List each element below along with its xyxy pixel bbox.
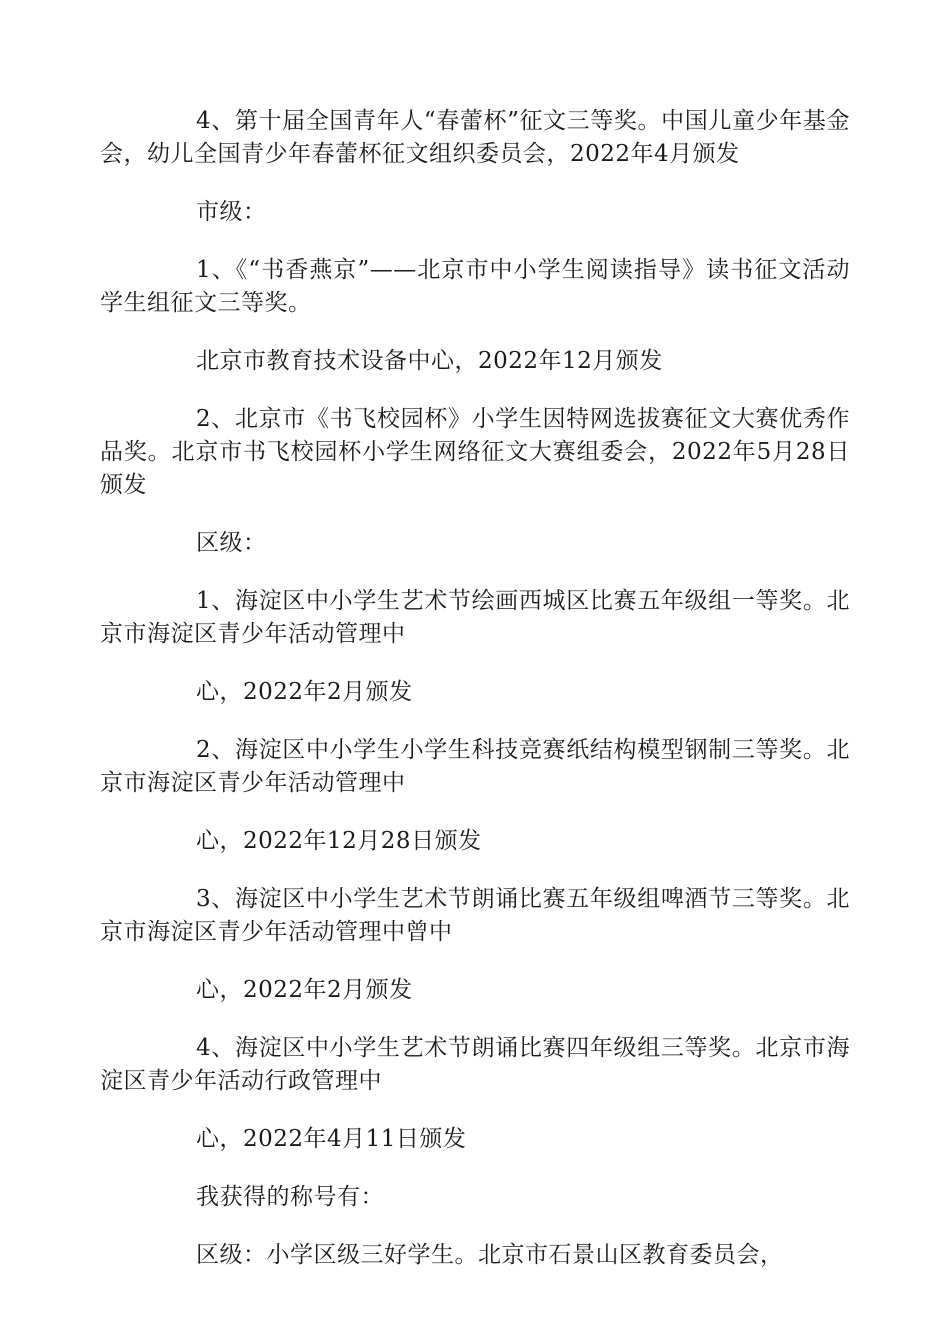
paragraph-district-award-4: 4、海淀区中小学生艺术节朗诵比赛四年级组三等奖。北京市海淀区青少年活动行政管理中 — [100, 1035, 850, 1094]
paragraph-city-award-2: 2、北京市《书飞校园杯》小学生因特网选拔赛征文大赛优秀作品奖。北京市书飞校园杯小学生网络征文大赛组委会，2022年5月28日颁发 — [100, 406, 850, 498]
paragraph-district-award-3-date: 心，2022年2月颁发 — [196, 977, 413, 1003]
document-body — [100, 105, 850, 1297]
paragraph-city-award-1-issuer: 北京市教育技术设备中心，2022年12月颁发 — [196, 348, 663, 374]
paragraph-district-title: 区级：小学区级三好学生。北京市石景山区教育委员会， — [196, 1242, 784, 1268]
paragraph-district-award-1-date: 心，2022年2月颁发 — [196, 679, 413, 705]
paragraph-district-award-3: 3、海淀区中小学生艺术节朗诵比赛五年级组啤酒节三等奖。北京市海淀区青少年活动管理中曾中 — [100, 886, 850, 945]
paragraph-district-award-4-date: 心，2022年4月11日颁发 — [196, 1126, 467, 1152]
paragraph-national-award-4: 4、第十届全国青年人“春蕾杯”征文三等奖。中国儿童少年基金会，幼儿全国青少年春蕾杯征文组织委员会，2022年4月颁发 — [100, 108, 850, 167]
paragraph-city-award-1: 1、《“书香燕京”——北京市中小学生阅读指导》读书征文活动学生组征文三等奖。 — [100, 257, 850, 316]
heading-district-level: 区级： — [196, 530, 267, 556]
paragraph-district-award-1: 1、海淀区中小学生艺术节绘画西城区比赛五年级组一等奖。北京市海淀区青少年活动管理中 — [100, 588, 850, 647]
heading-titles: 我获得的称号有： — [196, 1184, 384, 1210]
paragraph-district-award-2: 2、海淀区中小学生小学生科技竞赛纸结构模型钢制三等奖。北京市海淀区青少年活动管理中 — [100, 737, 850, 796]
paragraph-district-award-2-date: 心，2022年12月28日颁发 — [196, 828, 482, 854]
heading-city-level: 市级： — [196, 199, 267, 225]
